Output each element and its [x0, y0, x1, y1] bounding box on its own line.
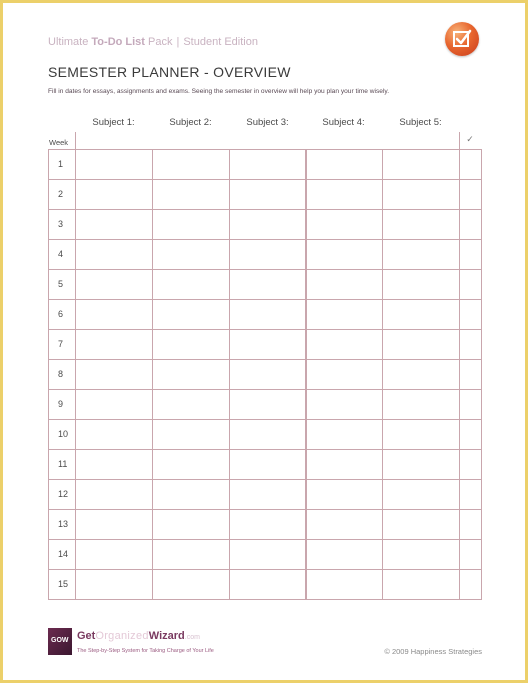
pack-suffix: Pack	[144, 36, 173, 48]
check-column-icon: ✓	[466, 134, 474, 144]
table-row	[49, 479, 482, 509]
subject-4-cell[interactable]	[306, 479, 383, 509]
week-number-cell: 7	[49, 329, 76, 359]
subject-5-cell[interactable]	[383, 269, 460, 299]
subject-2-cell[interactable]	[153, 209, 230, 239]
subject-2-cell[interactable]	[153, 539, 230, 569]
check-cell[interactable]	[460, 479, 482, 509]
subject-1-cell[interactable]	[76, 419, 153, 449]
subject-4-cell[interactable]	[306, 299, 383, 329]
subject-2-cell[interactable]	[153, 239, 230, 269]
brand-com: .com	[184, 634, 200, 641]
subject-1-cell[interactable]	[76, 359, 153, 389]
subject-3-cell[interactable]	[230, 329, 306, 359]
subject-3-cell[interactable]	[230, 239, 306, 269]
subject-4-cell[interactable]	[306, 149, 383, 179]
pack-prefix: Ultimate	[48, 36, 92, 48]
week-number-cell: 10	[49, 419, 76, 449]
table-row	[49, 329, 482, 359]
table-header-row	[49, 132, 482, 149]
subject-2-cell[interactable]	[153, 389, 230, 419]
table-row	[49, 449, 482, 479]
week-number-cell: 1	[49, 149, 76, 179]
table-row	[49, 239, 482, 269]
check-cell[interactable]	[460, 149, 482, 179]
subject-5-cell[interactable]	[383, 179, 460, 209]
subject-4-cell[interactable]	[306, 359, 383, 389]
subject-2-cell[interactable]	[153, 149, 230, 179]
subject-2-cell[interactable]	[153, 479, 230, 509]
table-row	[49, 209, 482, 239]
table-row	[49, 269, 482, 299]
subject-4-cell[interactable]	[306, 509, 383, 539]
edition-label: Student Edition	[183, 36, 258, 48]
column-header-subject-4: Subject 4:	[322, 117, 365, 128]
column-header-subject-3: Subject 3:	[246, 117, 289, 128]
week-number-cell: 15	[49, 569, 76, 599]
subject-3-cell[interactable]	[230, 209, 306, 239]
subject-3-cell[interactable]	[230, 479, 306, 509]
subject-5-cell[interactable]	[383, 149, 460, 179]
column-header-subject-5: Subject 5:	[399, 117, 442, 128]
subject-3-cell[interactable]	[230, 569, 306, 599]
subject-3-cell[interactable]	[230, 419, 306, 449]
table-row	[49, 149, 482, 179]
table-row	[49, 359, 482, 389]
brand-wizard: Wizard	[148, 630, 185, 642]
subject-3-cell[interactable]	[230, 299, 306, 329]
table-row	[49, 389, 482, 419]
week-number-cell: 3	[49, 209, 76, 239]
subject-5-cell[interactable]	[383, 419, 460, 449]
table-row	[49, 179, 482, 209]
subject-3-cell[interactable]	[230, 449, 306, 479]
table-row	[49, 419, 482, 449]
check-cell[interactable]	[460, 419, 482, 449]
subject-1-cell[interactable]	[76, 479, 153, 509]
check-cell[interactable]	[460, 389, 482, 419]
page-subtitle: Fill in dates for essays, assignments and exams. Seeing the semester in overview will help you plan your time wisely.	[48, 88, 390, 95]
subject-2-cell[interactable]	[153, 299, 230, 329]
subject-4-cell[interactable]	[306, 179, 383, 209]
brand-organized: Organized	[95, 630, 149, 642]
check-cell[interactable]	[460, 239, 482, 269]
subject-5-cell[interactable]	[383, 299, 460, 329]
check-cell[interactable]	[460, 329, 482, 359]
subject-1-cell[interactable]	[76, 329, 153, 359]
subject-1-cell[interactable]	[76, 149, 153, 179]
week-number-cell: 13	[49, 509, 76, 539]
subject-2-cell[interactable]	[153, 569, 230, 599]
check-cell[interactable]	[460, 179, 482, 209]
week-number-cell: 11	[49, 449, 76, 479]
check-cell[interactable]	[460, 209, 482, 239]
subject-4-cell[interactable]	[306, 419, 383, 449]
page-title: SEMESTER PLANNER - OVERVIEW	[48, 64, 291, 80]
table-row	[49, 299, 482, 329]
subject-4-cell[interactable]	[306, 239, 383, 269]
subject-1-cell[interactable]	[76, 509, 153, 539]
footer-tagline: The Step-by-Step System for Taking Charge of Your Life	[77, 648, 214, 654]
subject-1-cell[interactable]	[76, 209, 153, 239]
check-cell[interactable]	[460, 359, 482, 389]
subject-3-cell[interactable]	[230, 389, 306, 419]
subject-3-cell[interactable]	[230, 179, 306, 209]
subject-4-cell[interactable]	[306, 569, 383, 599]
subject-4-cell[interactable]	[306, 269, 383, 299]
subject-2-cell[interactable]	[153, 419, 230, 449]
footer-brand	[77, 630, 200, 642]
check-cell[interactable]	[460, 509, 482, 539]
week-column-label: Week	[49, 138, 69, 147]
header-cell	[76, 132, 153, 149]
pack-header	[48, 36, 258, 48]
header-cell-week	[49, 132, 76, 149]
subject-2-cell[interactable]	[153, 269, 230, 299]
pack-bold: To-Do List	[91, 36, 145, 48]
check-cell[interactable]	[460, 449, 482, 479]
checkbox-logo-icon	[445, 22, 479, 56]
subject-3-cell[interactable]	[230, 149, 306, 179]
week-number-cell: 4	[49, 239, 76, 269]
subject-5-cell[interactable]	[383, 539, 460, 569]
subject-1-cell[interactable]	[76, 179, 153, 209]
planner-table-body	[49, 132, 482, 599]
subject-2-cell[interactable]	[153, 329, 230, 359]
subject-1-cell[interactable]	[76, 569, 153, 599]
week-number-cell: 8	[49, 359, 76, 389]
week-number-cell: 14	[49, 539, 76, 569]
subject-5-cell[interactable]	[383, 209, 460, 239]
check-cell[interactable]	[460, 569, 482, 599]
header-cell	[383, 132, 460, 149]
subject-3-cell[interactable]	[230, 269, 306, 299]
subject-1-cell[interactable]	[76, 299, 153, 329]
subject-4-cell[interactable]	[306, 329, 383, 359]
brand-get: Get	[77, 630, 96, 642]
subject-4-cell[interactable]	[306, 389, 383, 419]
subject-5-cell[interactable]	[383, 359, 460, 389]
subject-2-cell[interactable]	[153, 449, 230, 479]
subject-4-cell[interactable]	[306, 539, 383, 569]
check-cell[interactable]	[460, 539, 482, 569]
header-cell	[306, 132, 383, 149]
subject-4-cell[interactable]	[306, 209, 383, 239]
column-header-subject-2: Subject 2:	[169, 117, 212, 128]
header-cell-check	[460, 132, 482, 149]
header-separator: |	[176, 36, 180, 48]
week-number-cell: 5	[49, 269, 76, 299]
copyright-text: © 2009 Happiness Strategies	[384, 647, 482, 656]
check-cell[interactable]	[460, 299, 482, 329]
subject-1-cell[interactable]	[76, 389, 153, 419]
subject-5-cell[interactable]	[383, 389, 460, 419]
subject-5-cell[interactable]	[383, 329, 460, 359]
week-number-cell: 6	[49, 299, 76, 329]
header-cell	[230, 132, 306, 149]
table-row	[49, 539, 482, 569]
week-number-cell: 9	[49, 389, 76, 419]
table-row	[49, 569, 482, 599]
subject-5-cell[interactable]	[383, 479, 460, 509]
week-number-cell: 12	[49, 479, 76, 509]
subject-3-cell[interactable]	[230, 509, 306, 539]
subject-1-cell[interactable]	[76, 239, 153, 269]
subject-2-cell[interactable]	[153, 509, 230, 539]
subject-2-cell[interactable]	[153, 359, 230, 389]
header-cell	[153, 132, 230, 149]
subject-1-cell[interactable]	[76, 269, 153, 299]
subject-1-cell[interactable]	[76, 539, 153, 569]
subject-3-cell[interactable]	[230, 539, 306, 569]
subject-5-cell[interactable]	[383, 449, 460, 479]
week-number-cell: 2	[49, 179, 76, 209]
subject-2-cell[interactable]	[153, 179, 230, 209]
semester-planner-table	[48, 132, 482, 600]
footer-logo-text: GOW	[51, 637, 69, 644]
getorganizedwizard-logo	[48, 628, 72, 655]
subject-5-cell[interactable]	[383, 569, 460, 599]
check-cell[interactable]	[460, 269, 482, 299]
subject-5-cell[interactable]	[383, 509, 460, 539]
column-header-subject-1: Subject 1:	[92, 117, 135, 128]
subject-5-cell[interactable]	[383, 239, 460, 269]
subject-4-cell[interactable]	[306, 449, 383, 479]
subject-1-cell[interactable]	[76, 449, 153, 479]
subject-3-cell[interactable]	[230, 359, 306, 389]
table-row	[49, 509, 482, 539]
